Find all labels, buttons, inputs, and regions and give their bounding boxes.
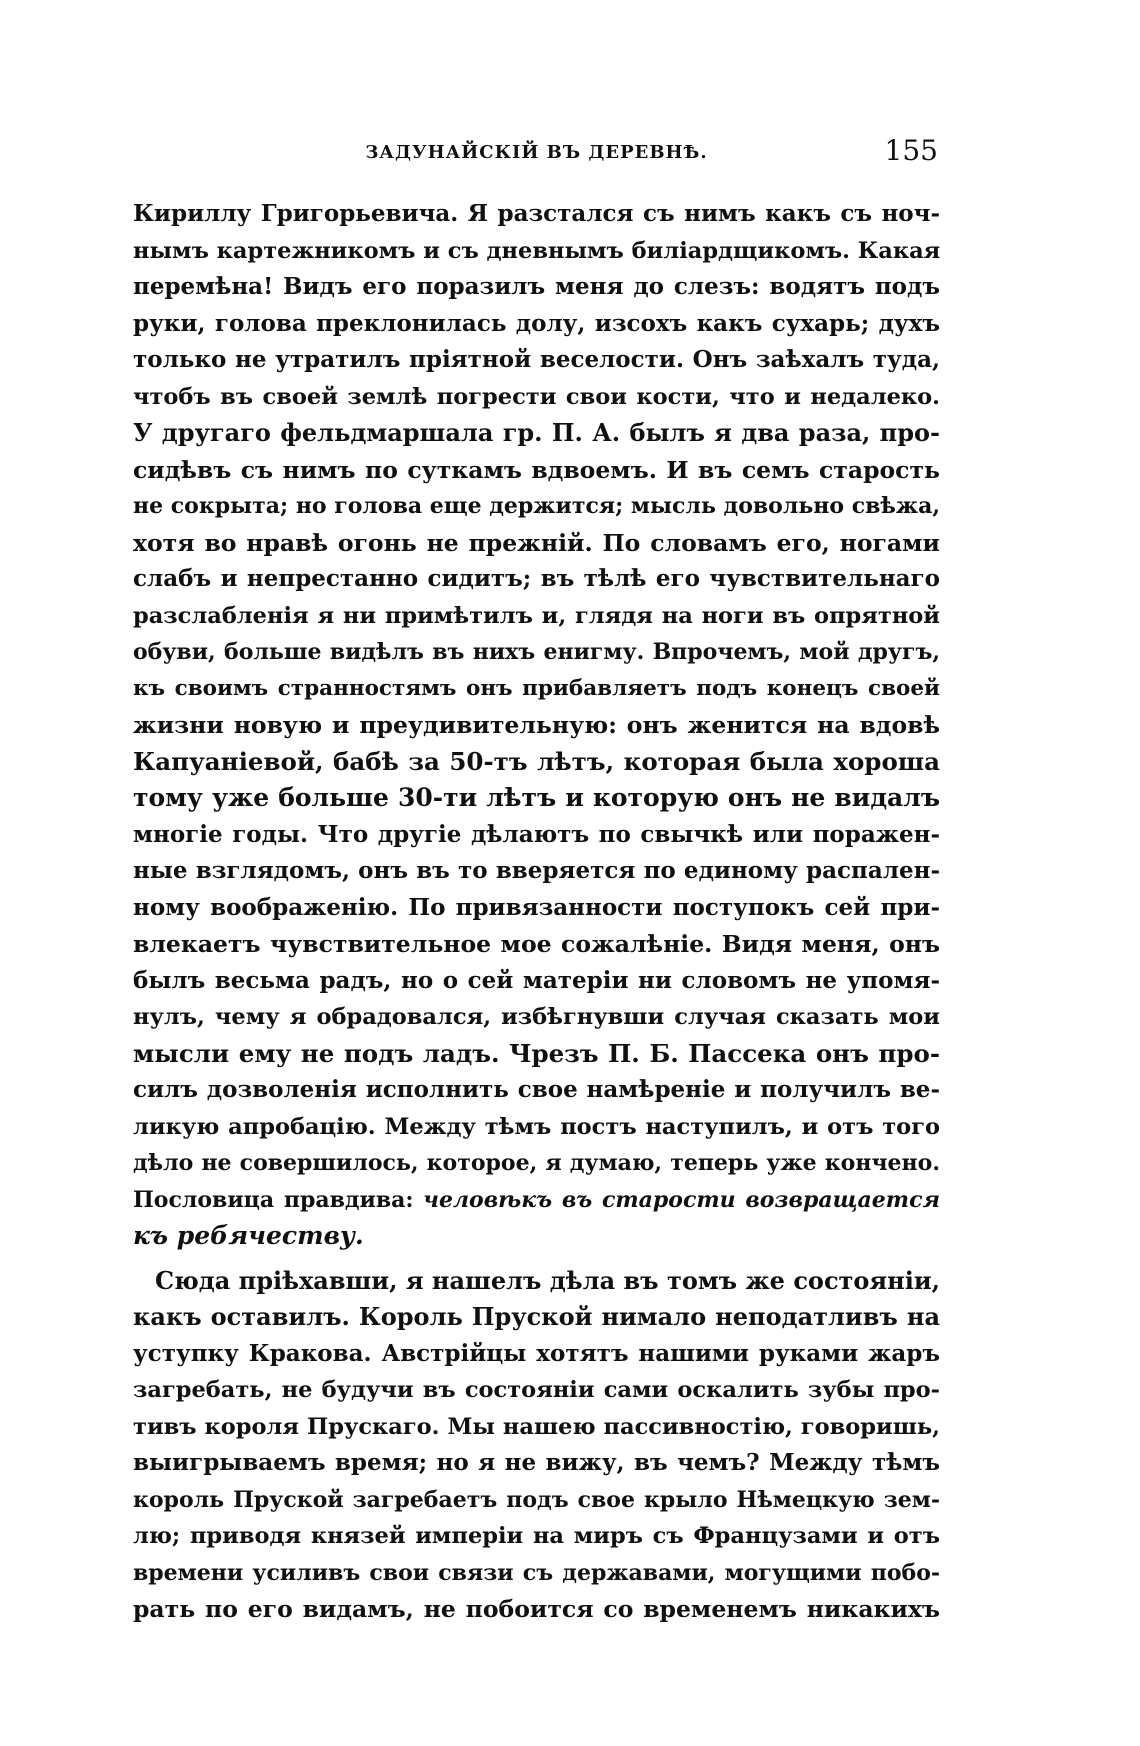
text-line: сидѣвъ съ нимъ по суткамъ вдвоемъ. И въ семъ старость: [133, 455, 940, 484]
text-line: силъ дозволенія исполнить свое намѣреніе и получилъ ве-: [133, 1076, 940, 1103]
text-line: ные взглядомъ, онъ въ то вверяется по единому распален-: [133, 857, 940, 884]
text-line: влекаетъ чувствительное мое сожалѣніе. Видя меня, онъ: [133, 930, 940, 958]
proverb-italic: человѣкъ въ старости возвращается: [423, 1186, 940, 1213]
text-line: мысли ему не подъ ладъ. Чрезъ П. Б. Пассека онъ про-: [133, 1038, 940, 1068]
text-line: перемѣна! Видъ его поразилъ меня до слезъ: водятъ подъ: [133, 273, 940, 300]
text-line: ному воображенію. По привязанности поступокъ сей при-: [133, 893, 940, 921]
text-line: только не утратилъ пріятной веселости. Онъ заѣхалъ туда,: [133, 346, 940, 373]
paragraph-1: [133, 196, 940, 1255]
proverb-line: [133, 1182, 940, 1219]
paragraph-2: [133, 1263, 940, 1628]
text-line: жизни новую и преудивительную: онъ женится на вдовѣ: [133, 711, 940, 739]
text-line: былъ весьма радъ, но о сей матеріи ни словомъ не упомя-: [133, 966, 940, 994]
text-line: нулъ, чему я обрадовался, избѣгнувши случая сказать мои: [133, 1004, 940, 1030]
page-number: 155: [884, 134, 938, 167]
text-line: лю; приводя князей имперіи на миръ съ Французами и отъ: [133, 1523, 940, 1549]
running-title: ЗАДУНАЙСКІЙ ВЪ ДЕРЕВНѢ.: [365, 142, 708, 163]
text-line: разслабленія я ни примѣтилъ и, глядя на ноги въ опрятной: [133, 602, 940, 629]
text-line: Кириллу Григорьевича. Я разстался съ нимъ какъ съ ноч-: [133, 200, 940, 227]
text-line: уступку Кракова. Австрійцы хотятъ нашими руками жаръ: [133, 1339, 940, 1367]
text-line: дѣло не совершилось, которое, я думаю, теперь уже кончено.: [133, 1150, 940, 1176]
running-head: [135, 134, 938, 174]
text-line: руки, голова преклонилась долу, изсохъ какъ сухарь; духъ: [133, 309, 940, 337]
text-line: тивъ короля Прускаго. Мы нашею пассивностію, говоришь,: [133, 1413, 940, 1440]
text-line: времени усиливъ свои связи съ державами, могущими побо-: [133, 1559, 940, 1586]
paragraph-gap: [133, 1255, 940, 1263]
text-line: къ своимъ странностямъ онъ прибавляетъ подъ конецъ своей: [133, 675, 940, 701]
body-text: [133, 196, 940, 1628]
text-line: загребать, не будучи въ состояніи сами оскалить зубы про-: [133, 1377, 940, 1403]
text-line: хотя во нравѣ огонь не прежній. По словамъ его, ногами: [133, 528, 940, 557]
text-line: выигрываемъ время; но я не вижу, въ чемъ? Между тѣмъ: [133, 1449, 940, 1476]
text-line: У другаго фельдмаршала гр. П. А. былъ я два раза, про-: [133, 418, 940, 447]
text-line: многіе годы. Что другіе дѣлаютъ по свычкѣ или поражен-: [133, 820, 940, 848]
text-line: какъ оставилъ. Король Пруской нимало неподатливъ на: [133, 1302, 940, 1331]
text-line: король Пруской загребаетъ подъ свое крыло Нѣмецкую зем-: [133, 1486, 940, 1513]
text-line: Капуаніевой, бабѣ за 50-тъ лѣтъ, которая была хороша: [133, 746, 940, 776]
text-line: обуви, больше видѣлъ въ нихъ енигму. Впрочемъ, мой другъ,: [133, 639, 940, 665]
text-line: слабъ и непрестанно сидитъ; въ тѣлѣ его чувствительнаго: [133, 565, 940, 592]
proverb-intro: Пословица правдива:: [133, 1186, 424, 1213]
text-line: ликую апробацію. Между тѣмъ постъ наступилъ, и отъ того: [133, 1113, 940, 1140]
text-line: чтобъ въ своей землѣ погрести свои кости, что и недалеко.: [133, 383, 940, 410]
text-line: тому уже больше 30-ти лѣтъ и которую онъ не видалъ: [133, 783, 940, 812]
text-line: Сюда пріѣхавши, я нашелъ дѣла въ томъ же состояніи,: [155, 1265, 940, 1295]
text-line: не сокрыта; но голова еще держится; мысль довольно свѣжа,: [133, 493, 940, 519]
text-line: нымъ картежникомъ и съ дневнымъ биліардщикомъ. Какая: [133, 237, 940, 264]
text-line: рать по его видамъ, не побоится со временемъ никакихъ: [133, 1595, 940, 1623]
proverb-end: къ ребячеству.: [133, 1221, 364, 1250]
